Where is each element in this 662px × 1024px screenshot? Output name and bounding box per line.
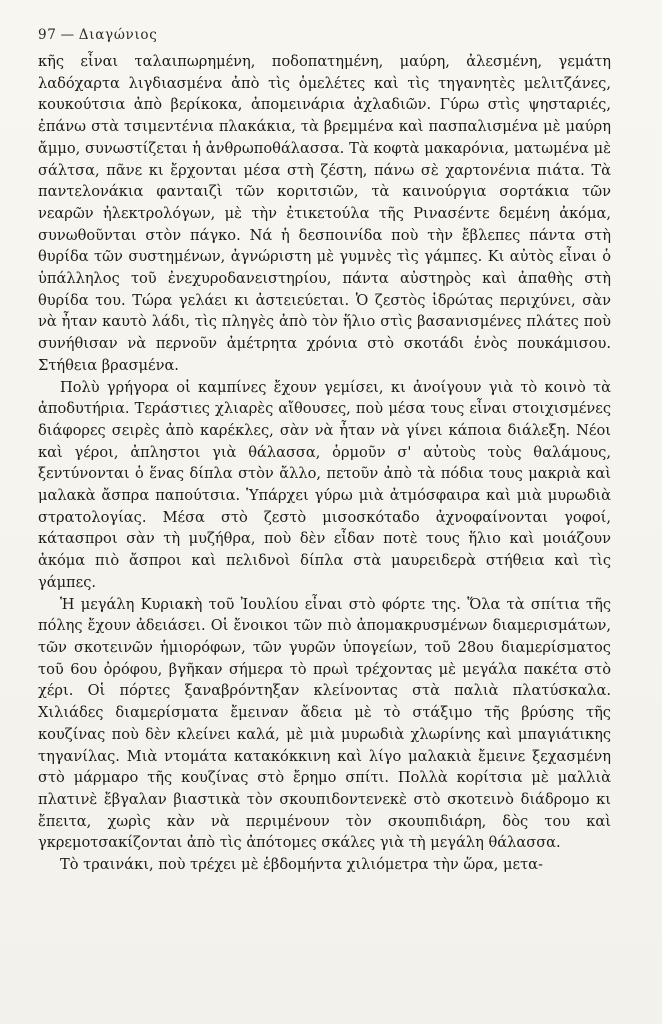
paragraph: Πολὺ γρήγορα οἱ καμπίνες ἔχουν γεμίσει, κι ἀνοίγουν γιὰ τὸ κοινὸ τὰ ἀποδυτήρια. Τεράστιες χλιαρὲς αἴθουσες, ποὺ μέσα τους εἶναι στοιχισμένες διάφορες σειρὲς ἀπὸ καρέκλες, σὰν νὰ ἦταν νὰ γίνει κάποια διάλεξη. Νέοι καὶ γέροι, ἀπληστοι γιὰ θάλασσα, ὁρμοῦν σ' αὐτοὺς τοὺς θαλάμους, ξεντύνονται ὁ ἕνας δίπλα στὸν ἄλλο, πετοῦν ἀπὸ τὰ πόδια τους μακριὰ καὶ μαλακὰ ἄσπρα παπούτσια. Ὑπάρχει γύρω μιὰ ἀτμόσφαιρα καὶ μιὰ μυρωδιὰ στρατολογίας. Μέσα στὸ ζεστὸ μισοσκόταδο ἀχνοφαίνονται γοφοί, κάτασπροι σὰν τὴ μυζήθρα, ποὺ δὲν εἶδαν ποτὲ τους ἥλιο καὶ μοιάζουν ἀκόμα πιὸ ἄσπροι καὶ πελιδνοὶ δίπλα στὰ μαυρειδερὰ στήθεια καὶ τὶς γάμπες. bbox=[38, 378, 611, 591]
body-text bbox=[38, 51, 611, 876]
paragraph: Τὸ τραινάκι, ποὺ τρέχει μὲ ἑβδομήντα χιλιόμετρα τὴν ὥρα, μετα- bbox=[60, 856, 543, 874]
paragraph: Ἡ μεγάλη Κυριακὴ τοῦ Ἰουλίου εἶναι στὸ φόρτε της. Ὅλα τὰ σπίτια τῆς πόλης ἔχουν ἀδειάσει. Οἱ ἔνοικοι τῶν πιὸ ἀπομακρυσμένων διαμερισμάτων, τῶν σκοτεινῶν ἡμιορόφων, τῶν γυρῶν ὑπογείων, τοῦ 28ου διαμερίσματος τοῦ 6ου ὀρόφου, βγῆκαν σήμερα τὸ πρωὶ τρέχοντας μὲ μεγάλα πακέτα στὸ χέρι. Οἱ πόρτες ξαναβρόντηξαν κλείνοντας στὰ παλιὰ πλατύσκαλα. Χιλιάδες διαμερίσματα ἔμειναν ἄδεια μὲ τὸ στάξιμο τῆς βρύσης τῆς κουζίνας ποὺ δὲν κλείνει καλά, μὲ μιὰ μυρωδιὰ χλωρίνης καὶ μπαγιάτικης τηγανίλας. Μιὰ ντομάτα κατακόκκινη καὶ λίγο μαλακιὰ ἔμεινε ξεχασμένη στὸ μάρμαρο τῆς κουζίνας στὸ ἔρημο σπίτι. Πολλὰ κορίτσια μὲ μαλλιὰ πλατινὲ ἔβγαλαν βιαστικὰ τὸν σκουπιδοντενεκὲ στὸ σκοτεινὸ διάδρομο κι ἔπειτα, χωρὶς κὰν νὰ περιμένουν τὸν σκουπιδιάρη, δὸς του καὶ γκρεμοτσακίζονται ἀπὸ τὶς ἀπότομες σκάλες γιὰ τὴ μεγάλη θάλασσα. bbox=[38, 595, 611, 852]
book-title: Διαγώνιος bbox=[78, 27, 158, 43]
page-number: 97 bbox=[38, 27, 57, 43]
running-head bbox=[38, 27, 158, 43]
paragraph-continued: κῆς εἶναι ταλαιπωρημένη, ποδοπατημένη, μαύρη, ἀλεσμένη, γεμάτη λαδόχαρτα λιγδιασμένα ἀπὸ τὶς ὁμελέτες καὶ τὶς τηγανητὲς μελιτζάνες, κουκούτσια ἀπὸ βερίκοκα, ἀπομεινάρια ἀχλαδιῶν. Γύρω στὶς ψησταριές, ἐπάνω στὰ τσιμεντένια πλακάκια, τὰ βρεμμένα καὶ πασπαλισμένα μὲ μαύρη ἄμμο, συνωστίζεται ἡ ἀνθρωποθάλασσα. Τὰ κοφτὰ μακαρόνια, ματωμένα μὲ σάλτσα, πᾶνε κι ἔρχονται μέσα στὴ ζέστη, πάνω σὲ χαρτονένια πιάτα. Τὰ παντελονάκια φανταιζὶ τῶν κοριτσιῶν, τὰ καινούργια σορτάκια τῶν νεαρῶν ἠλεκτρολόγων, μὲ τὴν ἐτικετούλα τῆς Ρινασέντε δεμένη ἀκόμα, συνωθοῦνται στὸν πάγκο. Νά ἡ δεσποινίδα ποὺ τὴν ἔβλεπες πάντα στὴ θυρίδα τῶν συστημένων, ἀγνώριστη μὲ γυμνὲς τὶς γάμπες. Κι αὐτὸς εἶναι ὁ ὑπάλληλος τοῦ ἐνεχυροδανειστηρίου, πάντα αὐστηρὸς καὶ ἀπαθὴς στὴ θυρίδα του. Τώρα γελάει κι ἀστειεύεται. Ὁ ζεστὸς ἱδρώτας περιχύνει, σὰν νὰ ἦταν καυτὸ λάδι, τὶς πληγὲς ἀπὸ τὸν ἥλιο στὶς βασανισμένες πλάτες ποὺ συνήθισαν νὰ περνοῦν ἀμέτρητα χρόνια στὸ σκοτάδι ἑνὸς πουκάμισου. Στήθεια βρασμένα. bbox=[38, 53, 611, 374]
running-head-separator: — bbox=[60, 27, 75, 43]
